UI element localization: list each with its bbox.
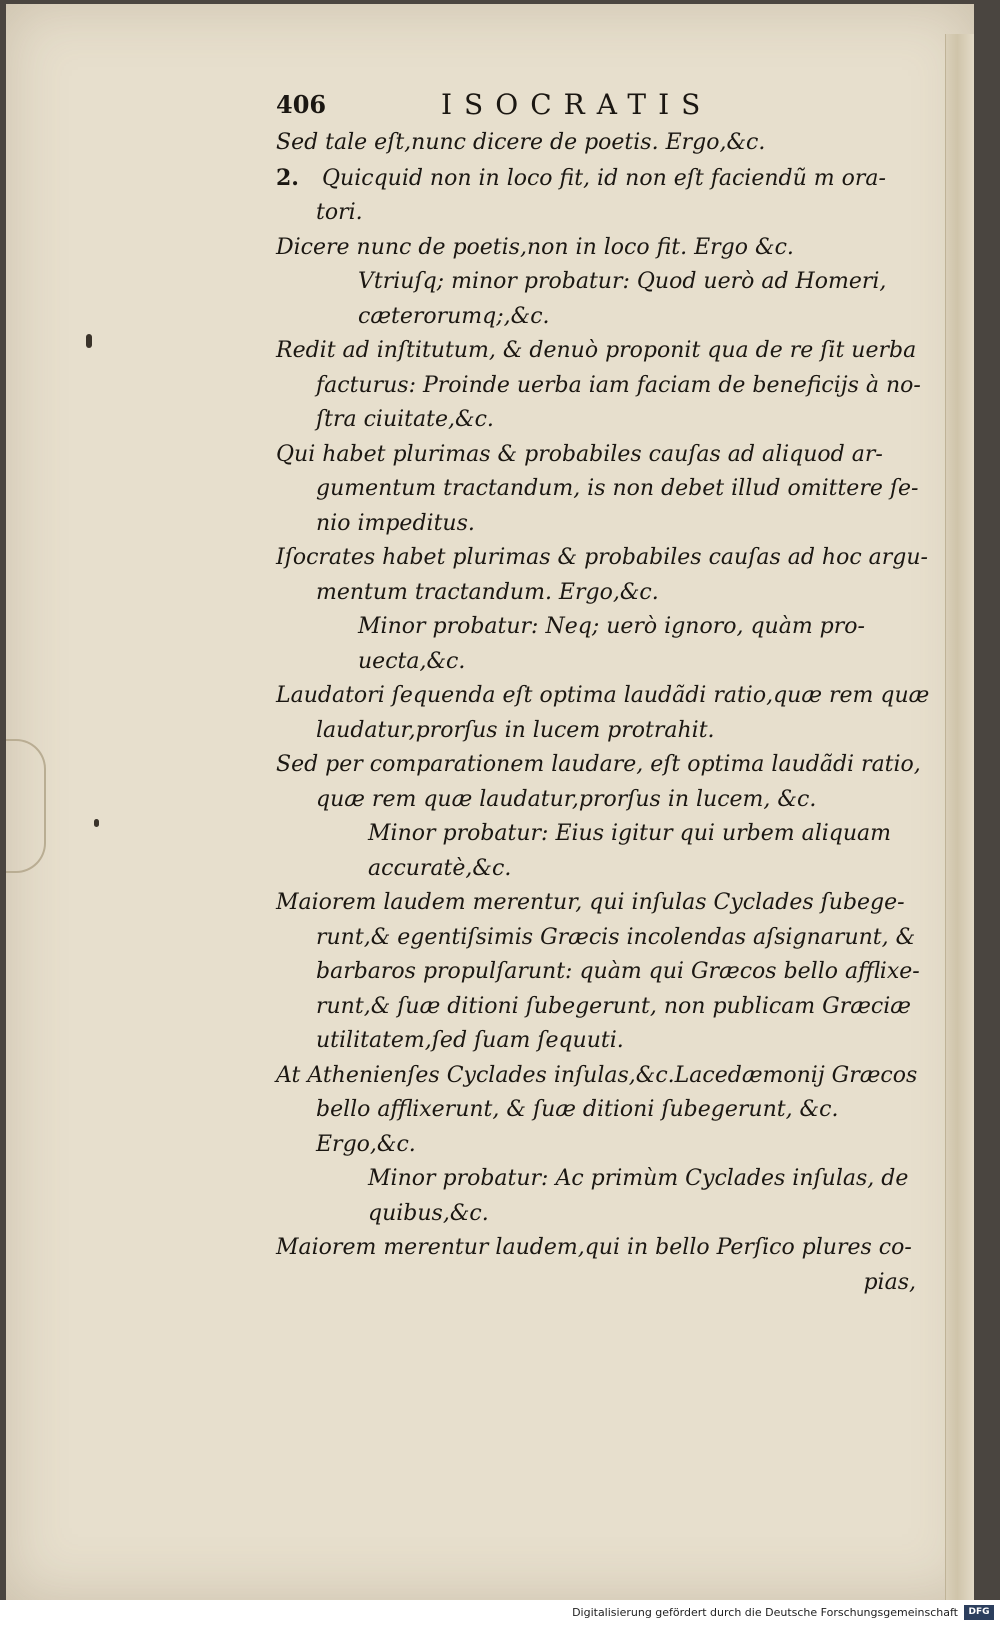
line-text: Maiorem laudem merentur, qui inſulas Cyclades ſubege- [276, 890, 905, 915]
line-text: barbaros propulſarunt: quàm qui Græcos bello afflixe- [316, 959, 920, 984]
text-line [276, 196, 916, 231]
text-lines [276, 126, 930, 1266]
text-line [276, 1059, 916, 1094]
text-line [276, 300, 916, 335]
line-text: quibus,&c. [368, 1200, 489, 1226]
line-text: tori. [316, 200, 363, 225]
line-text: Laudatori ſequenda eſt optima laudãdi ratio,quæ rem quæ [276, 683, 930, 708]
ink-spot [86, 334, 92, 348]
catchword [276, 1266, 916, 1301]
text-line [276, 576, 916, 611]
text-line [276, 438, 916, 473]
text-line [276, 679, 930, 714]
line-text: cæterorumq;,&c. [358, 303, 550, 329]
line-text: runt,& egentiſsimis Græcis incolendas aſsignarunt, & [316, 924, 916, 950]
text-line [276, 1093, 916, 1128]
line-text: Minor probatur: Eius igitur qui urbem aliquam [368, 821, 892, 846]
text-line [276, 990, 916, 1025]
catchword-text: pias, [863, 1269, 916, 1295]
dfg-logo-badge: DFG [964, 1605, 994, 1620]
text-line [276, 748, 921, 783]
line-text: Maiorem merentur laudem,qui in bello Perſico plures co- [276, 1235, 912, 1260]
line-text: runt,& ſuæ ditioni ſubegerunt, non publicam Græciæ [316, 993, 911, 1019]
line-text: ſtra ciuitate,&c. [316, 407, 494, 432]
text-line [276, 1197, 916, 1232]
line-text: At Athenienſes Cyclades inſulas,&c.Lacedæmonij Græcos [276, 1062, 918, 1088]
text-line [276, 265, 916, 300]
line-text: Qui habet plurimas & probabiles cauſas ad aliquod ar- [276, 441, 883, 467]
page-edge [945, 34, 974, 1600]
line-text: nio impeditus. [316, 510, 475, 536]
running-title: ISOCRATIS [441, 88, 713, 121]
line-text: Vtriuſq; minor probatur: Quod uerò ad Homeri, [358, 269, 887, 294]
line-number: 2. [276, 164, 299, 191]
text-line [276, 886, 916, 921]
line-text: laudatur,prorſus in lucem protrahit. [316, 717, 715, 743]
book-page [6, 4, 974, 1600]
line-text: bello afflixerunt, & ſuæ ditioni ſubegerunt, &c. [316, 1097, 839, 1122]
line-text: Quicquid non in loco fit, id non eſt faciendũ m ora- [322, 165, 886, 191]
line-text: gumentum tractandum, is non debet illud omittere ſe- [316, 476, 919, 501]
line-text: facturus: Proinde uerba iam faciam de beneficijs à no- [316, 372, 921, 398]
line-text: Ergo,&c. [316, 1131, 416, 1157]
line-text: Redit ad inſtitutum, & denuò proponit qua de re ſit uerba [276, 338, 917, 363]
line-text: Dicere nunc de poetis,non in loco fit. Ergo &c. [276, 234, 794, 260]
text-line [276, 541, 928, 576]
binding-clasp-mark [6, 739, 46, 873]
page-text-block [276, 86, 930, 1300]
text-line [276, 783, 916, 818]
line-text: uecta,&c. [358, 648, 466, 674]
digitization-footer [0, 1600, 1000, 1628]
text-line [276, 126, 916, 161]
text-line [276, 369, 921, 404]
text-line [276, 507, 916, 542]
text-line [276, 955, 920, 990]
text-line [276, 161, 916, 197]
line-text: mentum tractandum. Ergo,&c. [316, 579, 659, 605]
text-line [276, 1128, 916, 1163]
line-text: utilitatem,ſed ſuam ſequuti. [316, 1028, 624, 1053]
text-line [276, 852, 916, 887]
text-line [276, 645, 916, 680]
line-text: Sed per comparationem laudare, eſt optima laudãdi ratio, [276, 752, 921, 777]
text-line [276, 610, 916, 645]
text-line [276, 231, 916, 266]
text-line [276, 921, 916, 956]
line-text: Iſocrates habet plurimas & probabiles cauſas ad hoc argu- [276, 545, 928, 570]
line-text: Sed tale eſt,nunc dicere de poetis. Ergo,&c. [276, 130, 766, 155]
text-line [276, 334, 916, 369]
text-line [276, 1231, 916, 1266]
text-line [276, 472, 919, 507]
text-line [276, 1162, 916, 1197]
line-text: Minor probatur: Ac primùm Cyclades inſulas, de [368, 1166, 909, 1191]
ink-spot [94, 819, 99, 827]
text-line [276, 403, 916, 438]
page-header [276, 86, 916, 126]
footer-credit: Digitalisierung gefördert durch die Deutsche Forschungsgemeinschaft [572, 1606, 958, 1619]
line-text: accuratè,&c. [368, 855, 512, 881]
line-text: Minor probatur: Neq; uerò ignoro, quàm pro- [358, 614, 865, 639]
page-number: 406 [276, 90, 327, 119]
text-line [276, 714, 916, 749]
text-line [276, 817, 916, 852]
text-line [276, 1024, 916, 1059]
line-text: quæ rem quæ laudatur,prorſus in lucem, &c. [316, 786, 817, 812]
